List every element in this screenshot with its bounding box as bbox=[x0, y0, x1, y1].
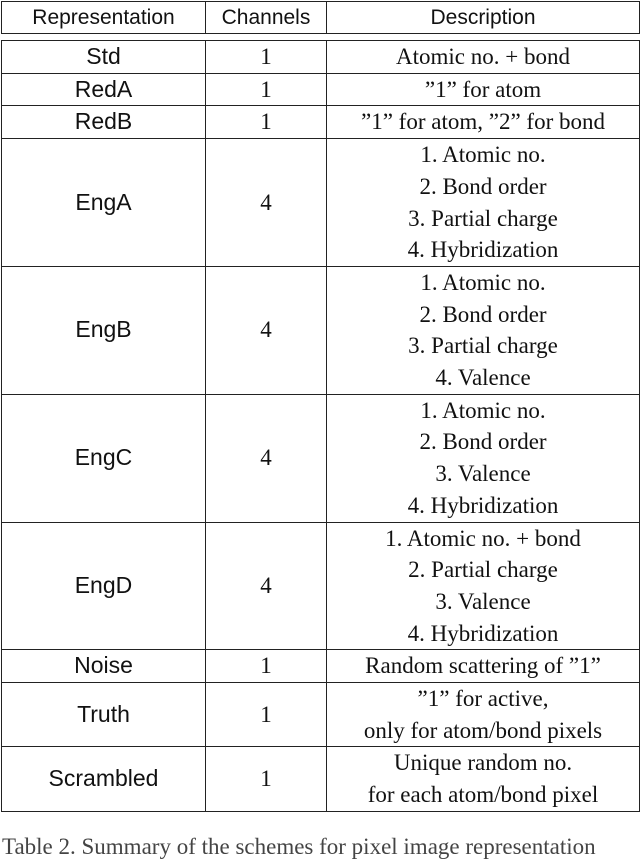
table-header-row bbox=[2, 2, 640, 34]
representation-cell: EngA bbox=[2, 139, 206, 267]
channels-cell: 1 bbox=[206, 747, 327, 811]
representation-cell: EngD bbox=[2, 522, 206, 650]
channels-cell: 4 bbox=[206, 139, 327, 267]
description-cell bbox=[327, 41, 640, 74]
table-row bbox=[2, 106, 640, 139]
description-cell bbox=[327, 522, 640, 650]
table-row bbox=[2, 41, 640, 74]
table-row bbox=[2, 522, 640, 650]
channels-cell: 1 bbox=[206, 650, 327, 683]
representation-cell: RedB bbox=[2, 106, 206, 139]
description-line: ”1” for active, bbox=[417, 686, 549, 712]
description-line: ”1” for atom, ”2” for bond bbox=[361, 109, 605, 135]
channels-cell: 1 bbox=[206, 41, 327, 74]
description-cell bbox=[327, 394, 640, 522]
description-line: only for atom/bond pixels bbox=[363, 717, 603, 743]
description-line: 1. Atomic no. + bond bbox=[385, 525, 581, 551]
representation-cell: RedA bbox=[2, 73, 206, 106]
description-line: 3. Valence bbox=[435, 461, 531, 487]
description-cell bbox=[327, 73, 640, 106]
table-row bbox=[2, 747, 640, 811]
description-cell bbox=[327, 139, 640, 267]
channels-cell: 1 bbox=[206, 106, 327, 139]
header-representation: Representation bbox=[2, 2, 206, 34]
description-line: 3. Partial charge bbox=[408, 205, 558, 231]
table-caption: Table 2. Summary of the schemes for pixel image representation bbox=[2, 834, 596, 859]
description-line: 2. Partial charge bbox=[408, 557, 558, 583]
channels-cell: 4 bbox=[206, 266, 327, 394]
description-line: 4. Hybridization bbox=[407, 237, 559, 263]
description-line: 4. Valence bbox=[435, 365, 531, 391]
description-line: Atomic no. + bond bbox=[396, 44, 570, 69]
channels-cell: 1 bbox=[206, 683, 327, 747]
description-line: Unique random no. bbox=[393, 750, 573, 776]
description-line: 2. Bond order bbox=[419, 301, 547, 327]
description-cell bbox=[327, 266, 640, 394]
channels-cell: 4 bbox=[206, 522, 327, 650]
header-separator bbox=[2, 34, 640, 41]
description-line: 4. Hybridization bbox=[407, 620, 559, 646]
header-description: Description bbox=[327, 2, 640, 34]
description-cell bbox=[327, 747, 640, 811]
representation-cell: EngC bbox=[2, 394, 206, 522]
description-line: 3. Partial charge bbox=[408, 333, 558, 359]
representation-cell: Truth bbox=[2, 683, 206, 747]
representation-cell: Noise bbox=[2, 650, 206, 683]
description-line: 1. Atomic no. bbox=[420, 269, 546, 295]
description-line: 1. Atomic no. bbox=[420, 142, 546, 168]
representation-cell: Std bbox=[2, 41, 206, 74]
description-line: for each atom/bond pixel bbox=[367, 782, 599, 808]
table-body bbox=[2, 34, 640, 812]
description-cell bbox=[327, 683, 640, 747]
description-line: 1. Atomic no. bbox=[420, 397, 546, 423]
representation-cell: EngB bbox=[2, 266, 206, 394]
description-cell bbox=[327, 106, 640, 139]
description-line: Random scattering of ”1” bbox=[365, 653, 601, 679]
table-row bbox=[2, 683, 640, 747]
header-channels: Channels bbox=[206, 2, 327, 34]
description-line: 3. Valence bbox=[435, 588, 531, 614]
description-line: ”1” for atom bbox=[424, 76, 542, 102]
table-row bbox=[2, 650, 640, 683]
table-row bbox=[2, 394, 640, 522]
description-line: 2. Bond order bbox=[419, 429, 547, 455]
table-row bbox=[2, 266, 640, 394]
channels-cell: 4 bbox=[206, 394, 327, 522]
channels-cell: 1 bbox=[206, 73, 327, 106]
description-cell bbox=[327, 650, 640, 683]
description-line: 2. Bond order bbox=[419, 173, 547, 199]
table-row bbox=[2, 139, 640, 267]
representation-table bbox=[1, 1, 640, 812]
table-row bbox=[2, 73, 640, 106]
description-line: 4. Hybridization bbox=[407, 492, 559, 518]
representation-cell: Scrambled bbox=[2, 747, 206, 811]
